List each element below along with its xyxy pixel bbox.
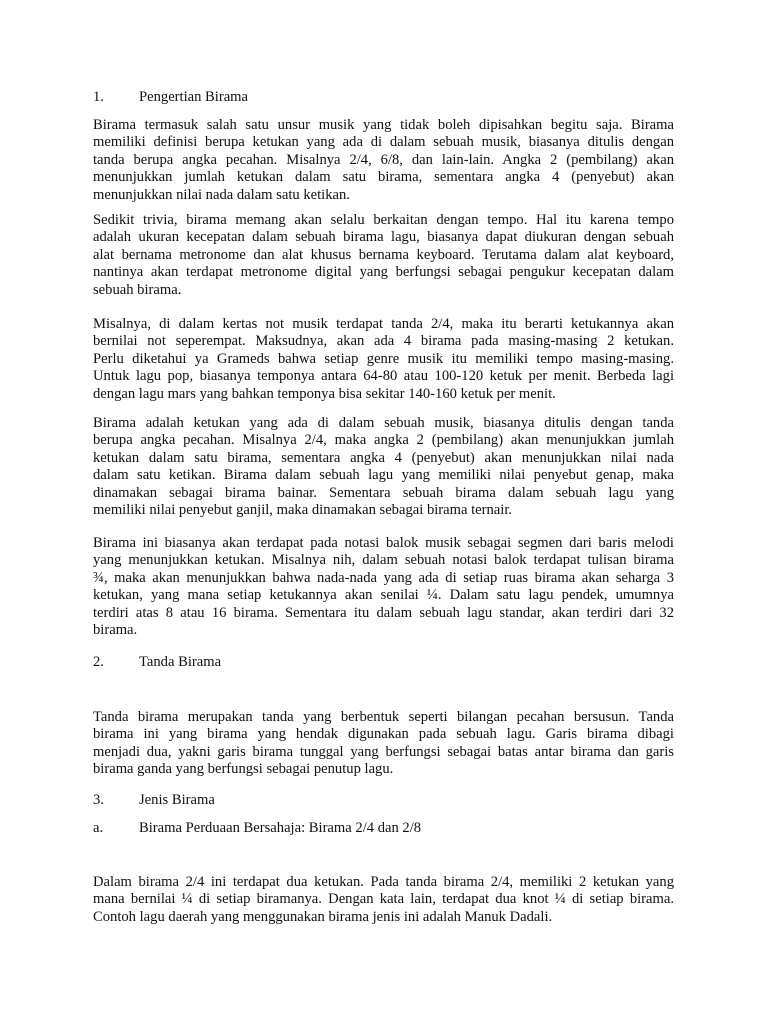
text-line: ¾, maka akan menunjukkan bahwa nada-nada yang ada di setiap ruas birama akan seharga 3 <box>93 569 674 586</box>
text-line: menjadi dua, yakni garis birama tunggal yang berfungsi sebagai batas antar birama dan garis <box>93 743 674 760</box>
paragraph-contoh-ketukan <box>93 316 674 403</box>
text-line: menunjukkan jumlah ketukan dalam satu birama, sementara angka 4 (penyebut) akan <box>93 169 674 186</box>
text-line: birama ganda yang berfungsi sebagai penutup lagu. <box>93 761 394 778</box>
text-line: menunjukkan nilai nada dalam satu ketikan. <box>93 186 350 203</box>
paragraph-trivia-tempo <box>93 212 674 299</box>
paragraph-birama-dua-per-empat <box>93 874 674 926</box>
text-line: dinamakan sebagai birama bainar. Sementara sebuah birama dalam sebuah lagu yang <box>93 484 674 501</box>
text-line: Perlu diketahui ya Grameds bahwa setiap genre musik itu memiliki tempo masing-masing. <box>93 350 674 367</box>
text-line: Dalam birama 2/4 ini terdapat dua ketukan. Pada tanda birama 2/4, memiliki 2 ketukan yang <box>93 874 674 890</box>
paragraph-tanda-birama <box>93 709 674 779</box>
section-number: 2. <box>93 654 104 670</box>
text-line: Birama adalah ketukan yang ada di dalam sebuah musik, biasanya ditulis dengan tanda <box>93 415 674 431</box>
text-line: yang menunjukkan ketukan. Misalnya nih, dalam sebuah notasi balok terdapat tulisan birama <box>93 552 674 569</box>
subsection-heading-birama-perduaan <box>93 820 421 837</box>
text-line: bernilai not seperempat. Maksudnya, akan ada 4 birama pada masing-masing 2 ketukan. <box>93 333 674 350</box>
text-line: Birama ini biasanya akan terdapat pada notasi balok musik sebagai segmen dari baris melodi <box>93 535 674 551</box>
text-line: birama ini yang birama yang hendak digunakan pada sebuah lagu. Garis birama dibagi <box>93 726 674 743</box>
text-line: berupa angka pecahan. Misalnya 2/4, maka angka 2 (pembilang) akan menunjukkan jumlah <box>93 432 674 449</box>
section-heading-jenis-birama <box>93 792 215 809</box>
text-line: Sedikit trivia, birama memang akan selalu berkaitan dengan tempo. Hal itu karena tempo <box>93 212 674 228</box>
paragraph-definisi-birama <box>93 117 674 204</box>
text-line: dengan lagu mars yang bahkan temponya bisa sekitar 140-160 ketuk per menit. <box>93 385 556 402</box>
text-line: nantinya akan terdapat metronome digital yang berfungsi sebagai pengukur kecepatan dalam <box>93 264 674 281</box>
section-number: 3. <box>93 792 104 808</box>
text-line: terdiri atas 8 atau 16 birama. Sementara itu dalam sebuah lagu standar, akan terdiri dari 32 <box>93 604 674 621</box>
text-line: birama. <box>93 622 138 639</box>
text-line: mana bernilai ¼ di setiap biramanya. Dengan kata lain, terdapat dua knot ¼ di setiap birama. <box>93 891 674 908</box>
text-line: tanda berupa angka pecahan. Misalnya 2/4, 6/8, dan lain-lain. Angka 2 (pembilang) akan <box>93 151 674 168</box>
text-line: dalam satu ketikan. Birama dalam sebuah lagu yang memiliki nilai penyebut genap, maka <box>93 467 674 484</box>
section-number: 1. <box>93 89 104 105</box>
subsection-letter: a. <box>93 820 104 836</box>
text-line: sebuah birama. <box>93 281 182 298</box>
subsection-title: Birama Perduaan Bersahaja: Birama 2/4 dan 2/8 <box>139 820 422 836</box>
text-line: adalah ukuran kecepatan dalam sebuah birama lagu, biasanya dapat diukuran dengan sebuah <box>93 229 674 246</box>
text-line: Tanda birama merupakan tanda yang berbentuk seperti bilangan pecahan bersusun. Tanda <box>93 709 674 725</box>
text-line: Untuk lagu pop, biasanya temponya antara 64-80 atau 100-120 ketuk per menit. Berbeda lagi <box>93 368 674 385</box>
text-line: ketukan dalam satu birama, sementara angka 4 (penyebut) akan menunjukkan nilai nada <box>93 449 674 466</box>
section-heading-tanda-birama <box>93 654 221 671</box>
section-title: Tanda Birama <box>139 654 222 670</box>
paragraph-birama-bainar-ternair <box>93 415 674 519</box>
text-line: memiliki definisi berupa ketukan yang ada di dalam sebuah musik, biasanya ditulis dengan <box>93 134 674 151</box>
section-title: Jenis Birama <box>139 792 215 808</box>
text-line: alat bernama metronome dan alat khusus bernama keyboard. Terutama dalam alat keyboard, <box>93 246 674 263</box>
paragraph-notasi-balok <box>93 535 674 639</box>
section-heading-pengertian-birama <box>93 89 248 106</box>
text-line: Birama termasuk salah satu unsur musik yang tidak boleh dipisahkan begitu saja. Birama <box>93 117 674 133</box>
text-line: Misalnya, di dalam kertas not musik terdapat tanda 2/4, maka itu berarti ketukannya akan <box>93 316 674 332</box>
text-line: memiliki nilai penyebut ganjil, maka dinamakan sebagai birama ternair. <box>93 502 513 519</box>
section-title: Pengertian Birama <box>139 89 249 105</box>
text-line: ketukan, yang mana setiap ketukannya akan senilai ¼. Dalam satu lagu pendek, umumnya <box>93 587 674 604</box>
text-line: Contoh lagu daerah yang menggunakan birama jenis ini adalah Manuk Dadali. <box>93 908 553 925</box>
